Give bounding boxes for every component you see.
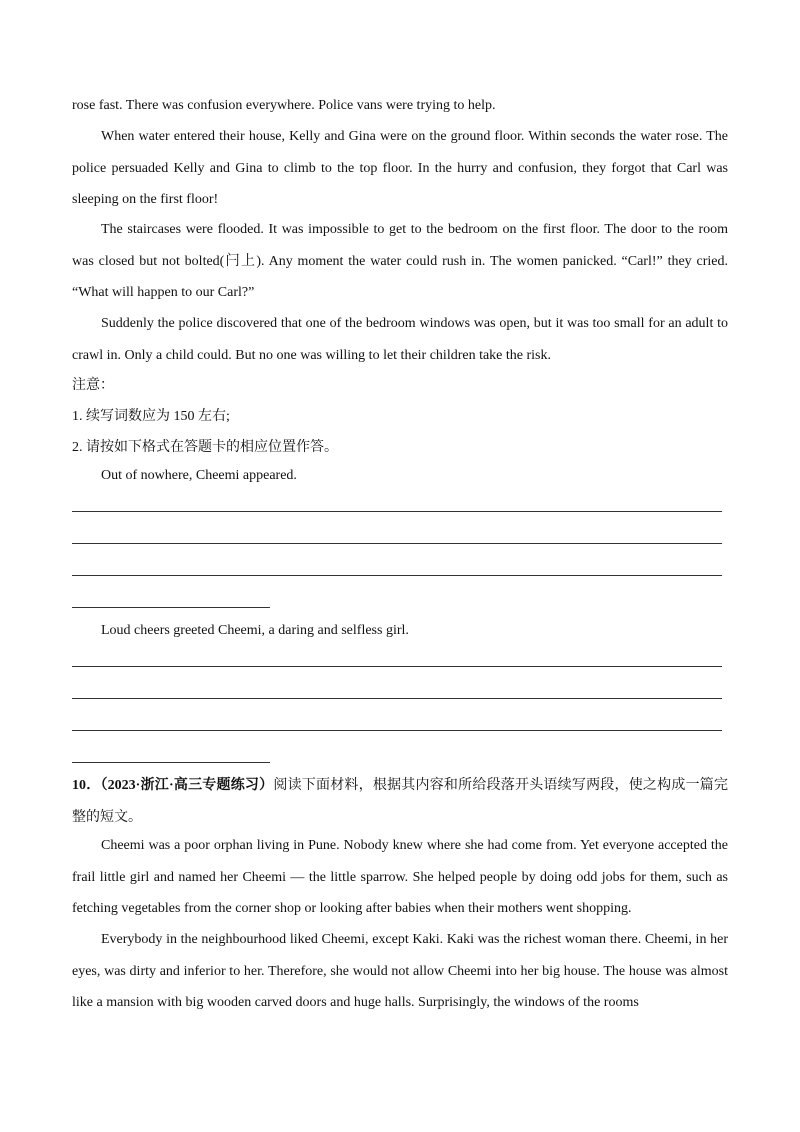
paragraph-continued: rose fast. There was confusion everywhere. Police vans were trying to help. bbox=[72, 98, 496, 113]
paragraph-staircases: The staircases were flooded. It was impossible to get to the bedroom on the first floor. The door to the room was closed but not bolted(闩上). Any moment the water could rush in. The women panicked. “Carl!” they cried. “What will happen to our Carl?” bbox=[72, 222, 728, 300]
answer-line bbox=[72, 698, 722, 699]
note-item-1: 1. 续写词数应为 150 左右; bbox=[72, 409, 230, 424]
answer-line bbox=[72, 730, 722, 731]
answer-line bbox=[72, 575, 722, 576]
note-title: 注意： bbox=[72, 378, 114, 393]
paragraph-water-entered: When water entered their house, Kelly and Gina were on the ground floor. Within seconds the water rose. The police persuaded Kelly and Gina to climb to the top floor. In the hurry and confusion, they forgot that Carl was sleeping on the first floor! bbox=[72, 129, 728, 207]
answer-line bbox=[72, 666, 722, 667]
story-paragraph-2: Everybody in the neighbourhood liked Cheemi, except Kaki. Kaki was the richest woman there. Cheemi, in her eyes, was dirty and inferior to her. Therefore, she would not allow Cheemi into her big house. The house was almost like a mansion with big wooden carved doors and huge halls. Surprisingly, the windows of the rooms bbox=[72, 932, 728, 1010]
answer-line-short bbox=[72, 607, 270, 608]
story-paragraph-1: Cheemi was a poor orphan living in Pune. Nobody knew where she had come from. Yet everyone accepted the frail little girl and named her Cheemi — the little sparrow. She helped people by doing odd jobs for them, such as fetching vegetables from the corner shop or looking after babies when their mothers went shopping. bbox=[72, 838, 728, 916]
answer-line bbox=[72, 543, 722, 544]
question-number: 10． bbox=[72, 778, 101, 793]
answer-line-short bbox=[72, 762, 270, 763]
question-10 bbox=[72, 770, 728, 833]
continuation-prompt-1: Out of nowhere, Cheemi appeared. bbox=[101, 468, 297, 483]
note-item-2: 2. 请按如下格式在答题卡的相应位置作答。 bbox=[72, 440, 338, 455]
question-source: （2023·浙江·高三专题练习） bbox=[100, 778, 274, 793]
answer-line bbox=[72, 511, 722, 512]
continuation-prompt-2: Loud cheers greeted Cheemi, a daring and selfless girl. bbox=[101, 623, 409, 638]
question-instruction: 阅读下面材料，根据其内容和所给段落开头语续写两段，使之构成一篇完整的短文。 bbox=[72, 778, 729, 825]
paragraph-police-discovered: Suddenly the police discovered that one of the bedroom windows was open, but it was too small for an adult to crawl in. Only a child could. But no one was willing to let their children take the risk. bbox=[72, 316, 728, 363]
